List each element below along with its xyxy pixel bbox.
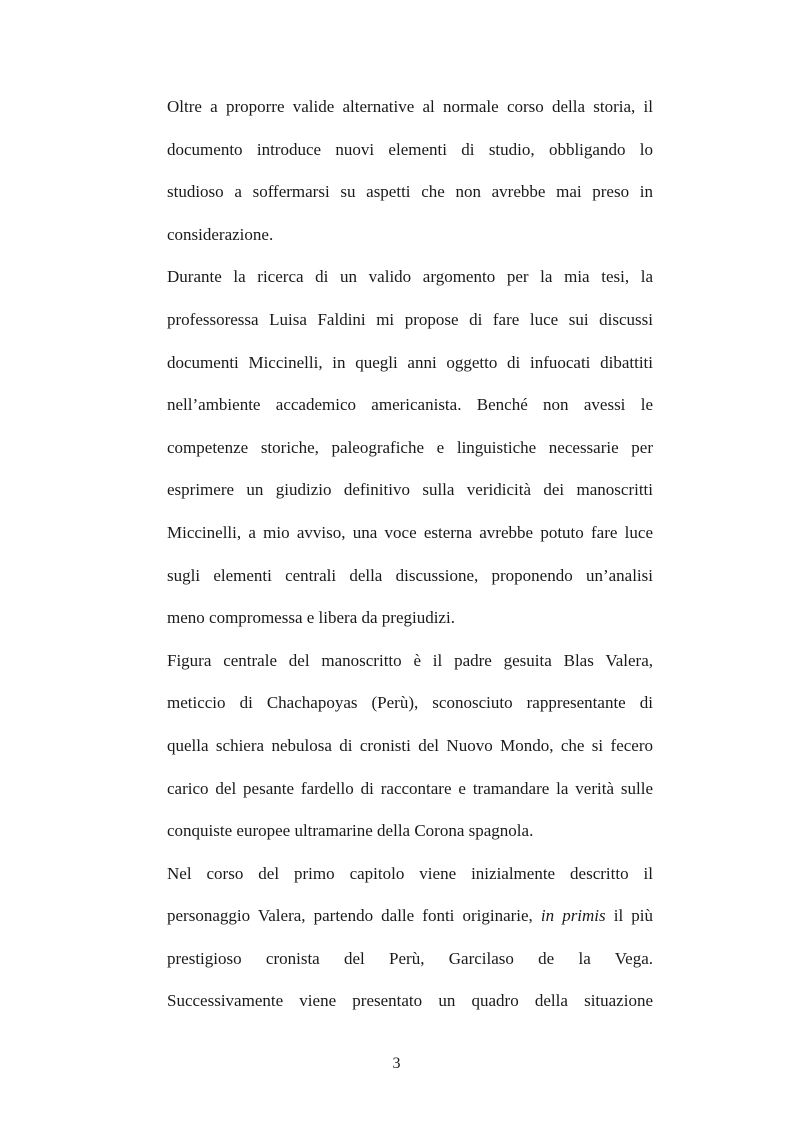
text-line: Oltre a proporre valide alternative al normale corso della storia, il — [167, 97, 653, 116]
text-segment: il più — [605, 906, 653, 926]
text-line: considerazione. — [167, 224, 274, 244]
page-number: 3 — [392, 1055, 401, 1072]
text-line: competenze storiche, paleografiche e linguistiche necessarie per — [167, 437, 653, 457]
text-line: sugli elementi centrali della discussione, proponendo un’analisi — [167, 565, 653, 585]
text-line: nell’ambiente accademico americanista. Benché non avessi le — [167, 395, 653, 415]
text-line: esprimere un giudizio definitivo sulla veridicità dei manoscritti — [167, 480, 653, 500]
text-line — [167, 895, 653, 938]
text-line: documento introduce nuovi elementi di studio, obbligando lo — [167, 139, 653, 159]
paragraph-chapter-one — [167, 853, 653, 1023]
paragraph-valera — [167, 640, 653, 853]
text-line: documenti Miccinelli, in quegli anni oggetto di infuocati dibattiti — [167, 352, 653, 372]
text-line: Nel corso del primo capitolo viene inizialmente descritto il — [167, 863, 653, 883]
body-text — [167, 86, 653, 1023]
text-line: meno compromessa e libera da pregiudizi. — [167, 608, 455, 628]
text-line: prestigioso cronista del Perù, Garcilaso de la Vega. — [167, 948, 653, 968]
text-line: meticcio di Chachapoyas (Perù), sconosciuto rappresentante di — [167, 693, 653, 713]
text-segment: personaggio Valera, partendo dalle fonti originarie, — [167, 906, 541, 926]
text-line: professoressa Luisa Faldini mi propose di fare luce sui discussi — [167, 309, 653, 329]
text-line: studioso a soffermarsi su aspetti che non avrebbe mai preso in — [167, 182, 653, 202]
text-line: Durante la ricerca di un valido argomento per la mia tesi, la — [167, 267, 653, 287]
italic-phrase: in primis — [540, 906, 606, 926]
text-line: conquiste europee ultramarine della Corona spagnola. — [167, 821, 534, 841]
text-line: Miccinelli, a mio avviso, una voce esterna avrebbe potuto fare luce — [167, 522, 653, 542]
text-line: carico del pesante fardello di raccontare e tramandare la verità sulle — [167, 778, 653, 798]
text-line: Successivamente viene presentato un quadro della situazione — [167, 991, 653, 1011]
text-line: quella schiera nebulosa di cronisti del Nuovo Mondo, che si fecero — [167, 735, 653, 755]
text-line: Figura centrale del manoscritto è il padre gesuita Blas Valera, — [167, 650, 653, 670]
paragraph-intro — [167, 86, 653, 256]
paragraph-research — [167, 256, 653, 639]
